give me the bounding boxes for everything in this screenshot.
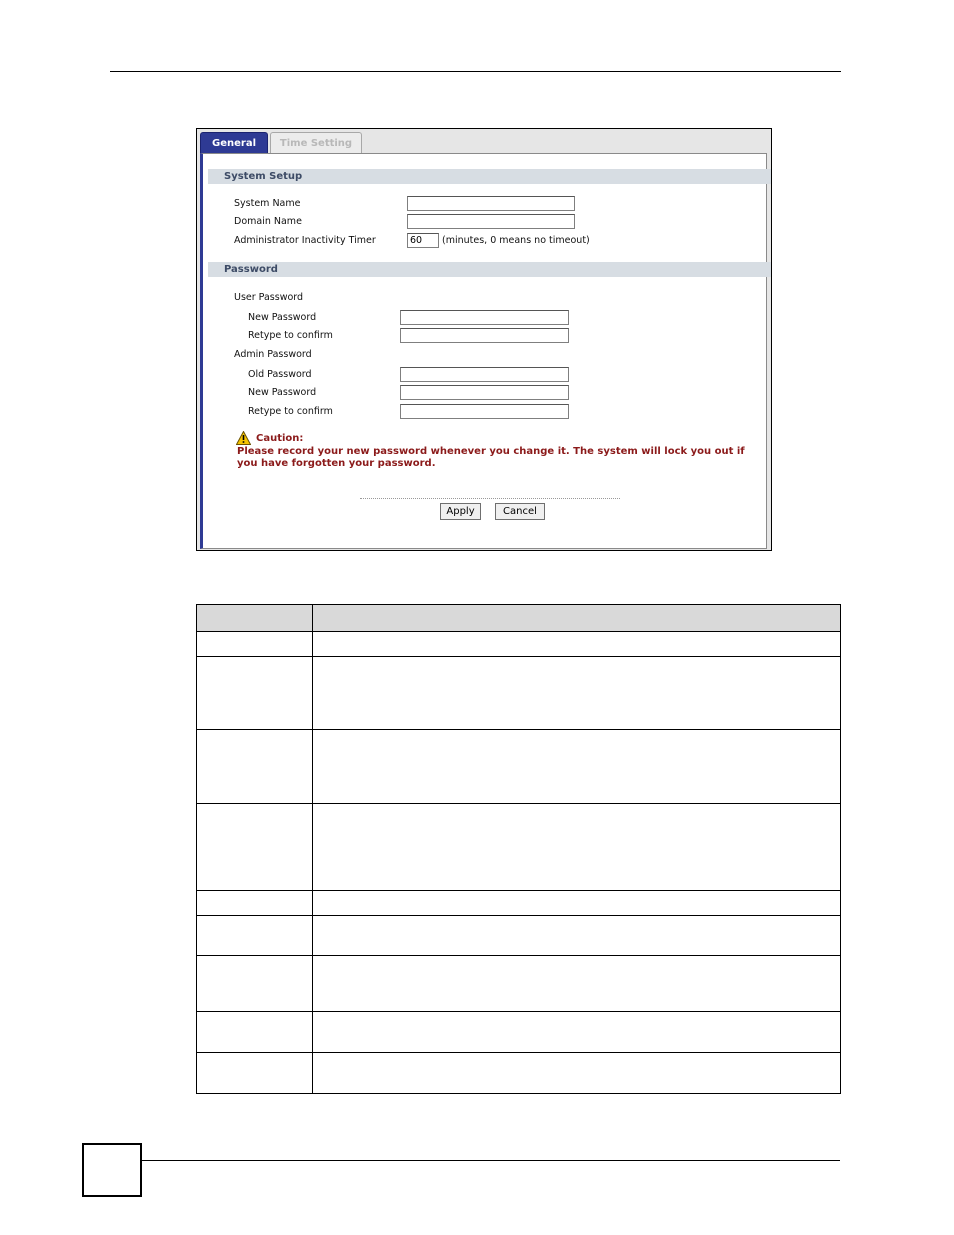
table-row	[197, 657, 841, 730]
admin-new-password-label: New Password	[248, 387, 317, 398]
timer-hint: (minutes, 0 means no timeout)	[442, 235, 590, 246]
user-retype-label: Retype to confirm	[248, 330, 333, 341]
table-header-row	[197, 605, 841, 632]
admin-old-password-input[interactable]	[400, 367, 569, 382]
table-row	[197, 916, 841, 956]
table-cell	[197, 730, 313, 804]
table-cell	[313, 956, 841, 1012]
tab-general[interactable]: General	[200, 132, 268, 153]
admin-retype-label: Retype to confirm	[248, 406, 333, 417]
table-header-cell	[197, 605, 313, 632]
apply-button[interactable]: Apply	[440, 503, 481, 520]
table-row	[197, 1012, 841, 1053]
table-cell	[313, 804, 841, 891]
table-cell	[197, 956, 313, 1012]
table-cell	[197, 632, 313, 657]
timer-input[interactable]: 60	[407, 233, 439, 248]
table-row	[197, 891, 841, 916]
page-number-box	[82, 1143, 142, 1197]
domain-name-label: Domain Name	[234, 216, 302, 227]
admin-old-password-label: Old Password	[248, 369, 312, 380]
table-cell	[313, 1012, 841, 1053]
header-rule	[110, 71, 841, 72]
user-retype-input[interactable]	[400, 328, 569, 343]
footer-rule	[140, 1160, 840, 1161]
admin-password-label: Admin Password	[234, 349, 312, 360]
table-cell	[197, 891, 313, 916]
system-setup-heading: System Setup	[208, 169, 771, 184]
cancel-button[interactable]: Cancel	[495, 503, 545, 520]
table-row	[197, 1053, 841, 1094]
table-cell	[197, 1053, 313, 1094]
user-new-password-label: New Password	[248, 312, 317, 323]
user-new-password-input[interactable]	[400, 310, 569, 325]
caution-text: Please record your new password whenever you change it. The system will lock you out if you have forgotten your password.	[237, 446, 745, 469]
table-row	[197, 956, 841, 1012]
table-cell	[313, 657, 841, 730]
timer-label: Administrator Inactivity Timer	[234, 235, 376, 246]
user-password-label: User Password	[234, 292, 304, 303]
table-cell	[313, 1053, 841, 1094]
general-panel	[200, 153, 767, 549]
screenshot-window	[196, 128, 772, 551]
button-divider	[360, 498, 620, 499]
table-cell	[313, 730, 841, 804]
table-row	[197, 804, 841, 891]
table-cell	[313, 891, 841, 916]
password-heading: Password	[208, 262, 771, 277]
table-row	[197, 730, 841, 804]
table-cell	[313, 632, 841, 657]
system-name-label: System Name	[234, 198, 301, 209]
table-header-cell	[313, 605, 841, 632]
table-cell	[197, 916, 313, 956]
system-name-input[interactable]	[407, 196, 575, 211]
tab-time-setting[interactable]: Time Setting	[270, 132, 362, 153]
table-cell	[197, 804, 313, 891]
admin-new-password-input[interactable]	[400, 385, 569, 400]
table-cell	[313, 916, 841, 956]
warning-icon	[236, 431, 251, 445]
table-cell	[197, 1012, 313, 1053]
caution-title: Caution:	[256, 433, 304, 444]
table-cell	[197, 657, 313, 730]
table-row	[197, 632, 841, 657]
admin-retype-input[interactable]	[400, 404, 569, 419]
field-description-table	[196, 604, 841, 1094]
domain-name-input[interactable]	[407, 214, 575, 229]
